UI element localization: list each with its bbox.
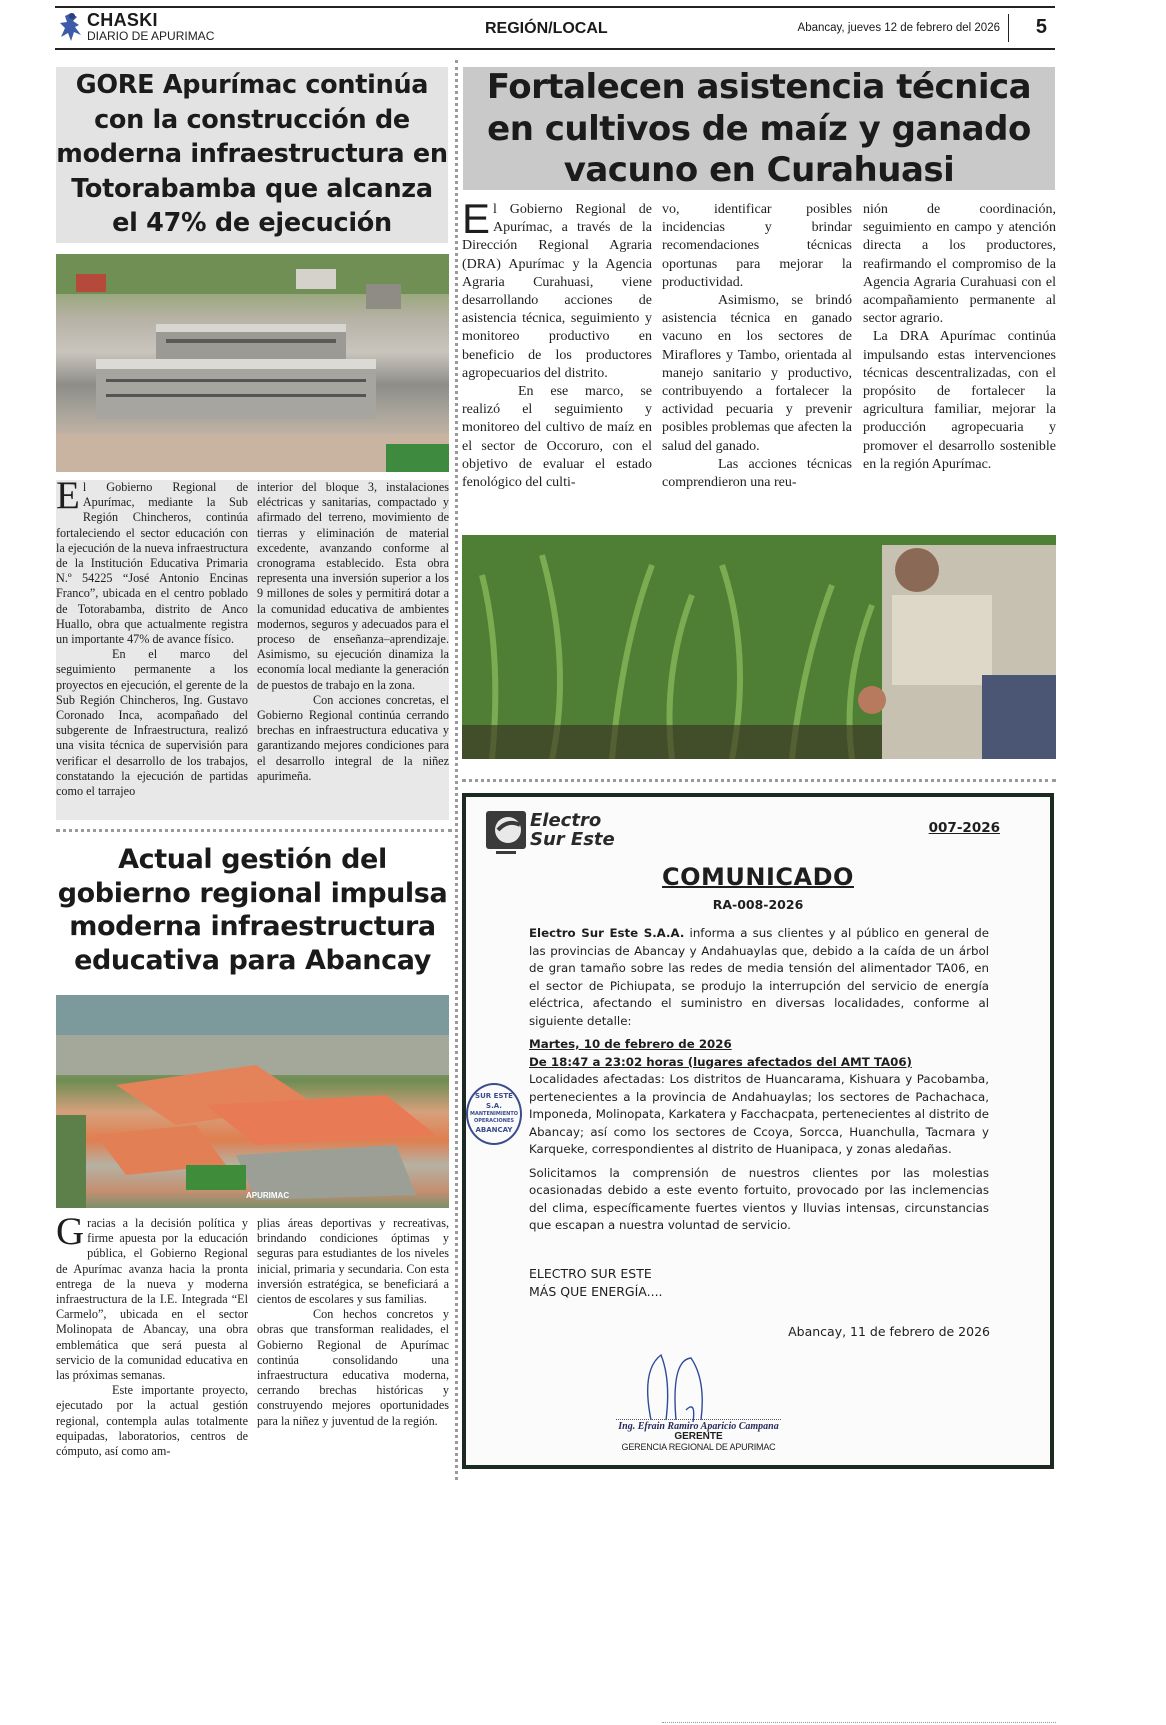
article-column-2 (257, 480, 449, 784)
paragraph: Las acciones técnicas comprendieron una reu- (662, 456, 852, 491)
school-aerial-photo (56, 995, 449, 1208)
company-stamp: SUR ESTE S.A. MANTENIMIENTO OPERACIONES ABANCAY (466, 1083, 522, 1145)
paragraph: interior del bloque 3, instalaciones eléctricas y sanitarias, compactado y afirmado del terreno, movimiento de tierras y eliminación de material excedente, avanzando conforme al cronograma establecido. Esta obra representa una inversión superior a los 9 millones de soles y permitirá dotar a la comunidad educativa de ambientes modernos, seguros y adecuados para el proceso de enseñanza–aprendizaje. Asimismo, su ejecución dinamiza la economía local mediante la generación de puestos de trabajo en la zona. (257, 480, 449, 692)
page-bottom-rule (662, 1722, 1056, 1723)
article-column-1 (462, 195, 652, 492)
construction-illustration (56, 254, 449, 472)
section-name: REGIÓN/LOCAL (485, 20, 608, 37)
school-illustration (56, 995, 449, 1208)
affected-localities: Localidades afectadas: Los distritos de Huancarama, Kishuara y Pacobamba, pertenecientes a la provincia de Andahuaylas; los sectores de Pachachaca, Imponeda, Molinopata, Karkatera y Facchacpata, pertenecientes al distrito de Abancay; así como los sectores de Ccoya, Sorcca, Huanchulla, Tacmara y Karqueke, correspondientes al distrito de Huanipaca, y zonas aledañas. (529, 1072, 989, 1156)
notice-number: 007-2026 (928, 820, 1000, 836)
outage-date: Martes, 10 de febrero de 2026 (529, 1037, 732, 1051)
article-body (56, 474, 449, 820)
signer-block (616, 1419, 781, 1452)
drop-cap: E (56, 474, 80, 517)
brand-subtitle: DIARIO DE APURIMAC (87, 29, 215, 43)
headline: GORE Apurímac continúa con la construcción de moderna infraestructura en Totorabamba que alcanza el 47% de ejecución (56, 70, 448, 238)
paragraph: Este importante proyecto, ejecutado por la actual gestión regional, contempla aulas totalmente equipadas, laboratorios, centros de cómputo, así como am- (56, 1383, 248, 1459)
outage-hours: De 18:47 a 23:02 horas (lugares afectados del AMT TA06) (529, 1054, 912, 1069)
signer-organization: GERENCIA REGIONAL DE APURIMAC (621, 1442, 776, 1452)
article-column-3 (863, 201, 1056, 474)
article-column-1 (56, 1210, 248, 1459)
paragraph: vo, identificar posibles incidencias y brindar recomendaciones técnicas oportunas para mejorar la productividad. (662, 202, 852, 290)
brand (87, 11, 214, 43)
paragraph: La DRA Apurímac continúa impulsando estas intervenciones técnicas descentralizadas, con el propósito de fortalecer la agricultura familiar, mejorar la producción agropecuaria y promover el desarrollo sostenible en la región Apurímac. (863, 329, 1056, 472)
paragraph: plias áreas deportivas y recreativas, brindando condiciones óptimas y seguras para estudiantes de los niveles inicial, primaria y secundaria. Con esta inversión estratégica, se beneficiará a cientos de escolares y sus familias. (257, 1216, 449, 1307)
signer-role: GERENTE (674, 1431, 723, 1442)
article-column-1 (56, 474, 248, 799)
article-column-2 (257, 1216, 449, 1429)
notice-body (529, 925, 989, 1241)
article-body (56, 1210, 449, 1466)
signer-name: Ing. Efrain Ramiro Aparicio Campana (616, 1419, 781, 1432)
section-divider (56, 829, 452, 832)
electro-sur-este-notice (462, 793, 1054, 1469)
apology-text: Solicitamos la comprensión de nuestros clientes por las molestias ocasionadas debido a este evento fortuito, provocado por las inclemencias del clima, específicamente fuertes vientos y lluvias intensas, circunstancias que escapan a nuestra voluntad de servicio. (529, 1165, 989, 1232)
paragraph: Asimismo, se brindó asistencia técnica en ganado vacuno en los sectores de Miraflores y Tambo, orientada al manejo sanitario y productivo, contribuyendo a fortalecer la actividad pecuaria y prevenir posibles problemas que afecten la salud del ganado. (662, 293, 852, 454)
headline-box (56, 67, 448, 243)
paragraph: racias a la decisión política y firme apuesta por la educación pública, el Gobierno Regional de Apurímac avanza hacia la pronta entrega de la nueva y moderna infraestructura de la I.E. Integrada “El Carmelo”, ubicada en el sector Molinopata de Abancay, una obra emblemática que será puesta al servicio de la comunidad educativa en las próximas semanas. (56, 1216, 248, 1383)
headline: Actual gestión del gobierno regional impulsa moderna infraestructura educativa para Abancay (57, 844, 448, 976)
column-divider (455, 60, 458, 1480)
paragraph: Con hechos concretos y obras que transforman realidades, el Gobierno Regional de Apurímac continúa consolidando una infraestructura educativa moderna, cerrando brechas históricas y construyendo mejores oportunidades para la niñez y juventud de la región. (257, 1307, 449, 1428)
electro-sur-este-logo-icon (486, 811, 526, 857)
paragraph: Con acciones concretas, el Gobierno Regional continúa cerrando brechas en infraestructura educativa y garantizando mejores condiciones para el desarrollo integral de la niñez apurimeña. (257, 692, 449, 783)
brand-signoff: ELECTRO SUR ESTE MÁS QUE ENERGÍA.... (529, 1266, 663, 1299)
headline: Fortalecen asistencia técnica en cultivos de maíz y ganado vacuno en Curahuasi (486, 67, 1032, 190)
issue-date: Abancay, jueves 12 de febrero del 2026 (798, 14, 1009, 42)
section-divider (462, 779, 1056, 782)
article-body (462, 195, 1056, 521)
drop-cap: E (462, 195, 491, 242)
corn-field-illustration (462, 535, 1056, 759)
brand-name: CHASKI (87, 10, 158, 30)
notice-title: COMUNICADO (662, 863, 854, 891)
headline-box (463, 67, 1055, 190)
company-name: Electro Sur Este (530, 810, 615, 850)
drop-cap: G (56, 1210, 85, 1253)
photo-watermark: APURIMAC (246, 1191, 290, 1200)
paragraph: l Gobierno Regional de Apurímac, mediante la Sub Región Chincheros, continúa fortaleciendo el sector educación con la ejecución de la nueva infraestructura de la Institución Educativa Primaria N.º 54225 “José Antonio Encinas Franco”, ubicada en el centro poblado de Totorabamba, distrito de Anco Huallo, obra que actualmente registra un importante 47% de avance físico. (56, 480, 248, 647)
signature-icon (631, 1350, 751, 1430)
article-column-2 (662, 201, 852, 492)
paragraph: En ese marco, se realizó el seguimiento y monitoreo del cultivo de maíz en el sector de Occoruro, con el objetivo de evaluar el estado fenológico del culti- (462, 384, 652, 491)
notice-code: RA-008-2026 (712, 897, 804, 912)
notice-place-date: Abancay, 11 de febrero de 2026 (788, 1324, 990, 1339)
paragraph: nión de coordinación, seguimiento en campo y atención directa a los productores, reafirmando el compromiso de la Agencia Agraria Curahuasi con el acompañamiento permanente al sector agrario. (863, 202, 1056, 327)
masthead (55, 6, 1055, 50)
construction-photo (56, 254, 449, 472)
chasqui-runner-icon (57, 11, 85, 47)
notice-intro: Electro Sur Este S.A.A. informa a sus clientes y al público en general de las provincias de Abancay y Andahuaylas que, debido a la caída de un árbol de gran tamaño sobre las redes de media tensión del alimentador TA06, en el sector de Pichiupata, se produjo la interrupción del servicio de energía eléctrica, afectando el suministro en diversas localidades, conforme al siguiente detalle: (529, 926, 989, 1028)
paragraph: En el marco del seguimiento permanente a los proyectos en ejecución, el gerente de la Sub Región Chincheros, Ing. Gustavo Coronado Inca, acompañado del subgerente de Infraestructura, realizó una visita técnica de supervisión para verificar el desarrollo de los trabajos, constatando la ejecución de partidas como el tarrajeo (56, 647, 248, 799)
page-number: 5 (1035, 16, 1047, 38)
corn-field-photo (462, 535, 1056, 759)
paragraph: l Gobierno Regional de Apurímac, a través de la Dirección Regional Agraria (DRA) Apurímac y la Agencia Agraria Curahuasi, viene desarrollando acciones de asistencia técnica, seguimiento y monitoreo productivo en beneficio de los productores agropecuarios del distrito. (462, 202, 652, 381)
